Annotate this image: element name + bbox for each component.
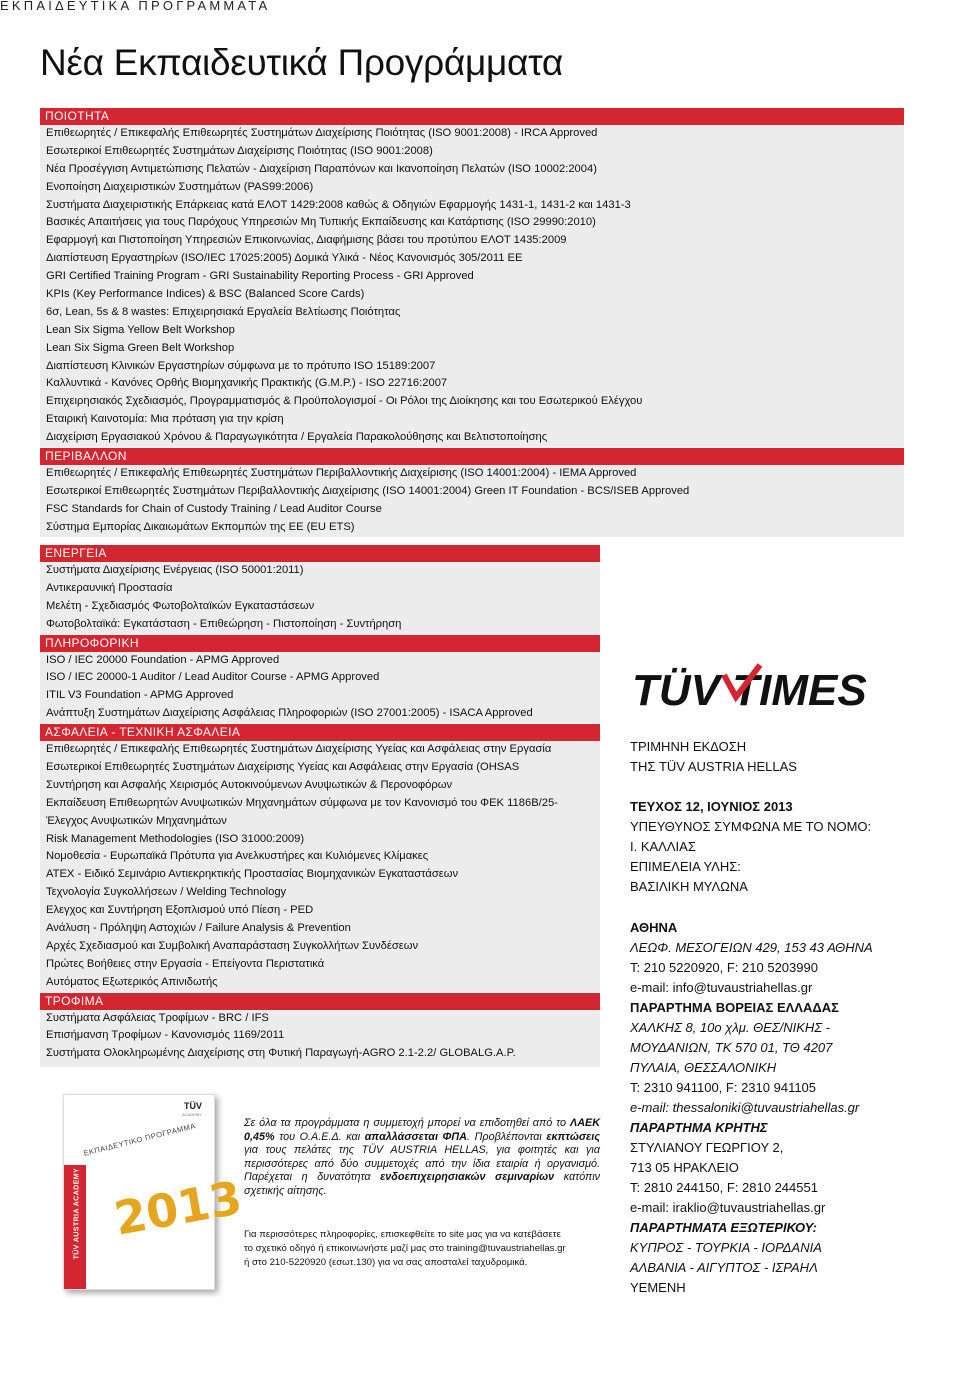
publication-info bbox=[630, 737, 930, 897]
program-item: Αυτόματος Εξωτερικός Απινιδωτής bbox=[46, 975, 218, 988]
contact-note bbox=[244, 1228, 600, 1269]
program-item: Συστήματα Ολοκληρωμένης Διαχείρισης στη Φυτική Παραγωγή-AGRO 2.1-2.2/ GLOBALG.A.P. bbox=[46, 1047, 516, 1060]
brochure-logo-sub: ACADEMY bbox=[182, 1112, 202, 1117]
program-item: Ελεγχος και Συντήρηση Εξοπλισμού υπό Πίεση - PED bbox=[46, 904, 314, 917]
brochure-stripe-text: TÜV AUSTRIA ACADEMY bbox=[71, 1167, 81, 1260]
program-list bbox=[40, 652, 600, 724]
tuv-times-logo bbox=[632, 663, 892, 715]
athens-address: ΛΕΩΦ. ΜΕΣΟΓΕΙΩΝ 429, 153 43 ΑΘΗΝΑ bbox=[630, 940, 873, 955]
section-header: ΠΟΙΟΤΗΤΑ bbox=[40, 108, 904, 125]
athens-phone: Τ: 210 5220920, F: 210 5203990 bbox=[630, 960, 818, 975]
issue-number: ΤΕΥΧΟΣ 12, ΙΟΥΝΙΟΣ 2013 bbox=[630, 799, 793, 814]
section-header: ΕΝΕΡΓΕΙΑ bbox=[40, 545, 600, 562]
program-list bbox=[40, 465, 904, 537]
crete-address-2: 713 05 ΗΡΑΚΛΕΙΟ bbox=[630, 1160, 739, 1175]
section-header: ΠΛΗΡΟΦΟΡΙΚΗ bbox=[40, 634, 600, 652]
program-item: Επιθεωρητές / Επικεφαλής Επιθεωρητές Συστημάτων Διαχείρισης Ποιότητας (ISO 9001:2008) - IRCA Approved bbox=[46, 127, 598, 139]
abroad-countries-2: ΑΛΒΑΝΙΑ - ΑΙΓΥΠΤΟΣ - ΙΣΡΑΗΛ bbox=[630, 1260, 818, 1275]
program-item: ISO / IEC 20000-1 Auditor / Lead Auditor Course - APMG Approved bbox=[46, 671, 380, 684]
program-item: Συστήματα Διαχείρισης Ενέργειας (ISO 50001:2011) bbox=[46, 564, 304, 576]
program-item: Πρώτες Βοήθειες στην Εργασία - Επείγοντα Περιστατικά bbox=[46, 957, 325, 970]
section-header: ΑΣΦΑΛΕΙΑ - ΤΕΧΝΙΚΗ ΑΣΦΑΛΕΙΑ bbox=[40, 723, 600, 741]
program-item: Εταιρική Καινοτομία: Μια πρόταση για την κρίση bbox=[46, 413, 284, 426]
athens-heading: ΑΘΗΝΑ bbox=[630, 920, 678, 935]
program-item: Διαπίστευση Κλινικών Εργαστηρίων σύμφωνα με το πρότυπο ISO 15189:2007 bbox=[46, 359, 436, 372]
info-bold-2: απαλλάσσεται ΦΠΑ bbox=[364, 1130, 467, 1143]
editor-name: ΒΑΣΙΛΙΚΗ ΜΥΛΩΝΑ bbox=[630, 879, 748, 894]
program-item: Lean Six Sigma Yellow Belt Workshop bbox=[46, 323, 235, 336]
program-item: Διαχείριση Εργασιακού Χρόνου & Παραγωγικότητα / Εργαλεία Παρακολούθησης και Βελτιστοποίησης bbox=[46, 431, 548, 444]
program-list bbox=[40, 1010, 600, 1064]
program-item: ITIL V3 Foundation - APMG Approved bbox=[46, 689, 234, 702]
program-item: KPIs (Key Performance Indices) & BSC (Balanced Score Cards) bbox=[46, 288, 365, 301]
program-item: Ενοποίηση Διαχειριστικών Συστημάτων (PAS99:2006) bbox=[46, 180, 314, 193]
program-item: Βασικές Απαιτήσεις για τους Παρόχους Υπηρεσιών Μη Τυπικής Εκπαίδευσης και Κατάρτισης (ISO 29990:2010) bbox=[46, 216, 596, 229]
program-item: Επιθεωρητές / Επικεφαλής Επιθεωρητές Συστημάτων Περιβαλλοντικής Διαχείρισης (ISO 14001:2004) - IEMA Approved bbox=[46, 467, 637, 480]
subsidy-info bbox=[244, 1117, 600, 1199]
responsible-name: Ι. ΚΑΛΛΙΑΣ bbox=[630, 839, 696, 854]
brochure-title: ΕΚΠΑΙΔΕΥΤΙΚΟ ΠΡΟΓΡΑΜΜΑ bbox=[82, 1121, 197, 1158]
abroad-heading: ΠΑΡΑΡΤΗΜΑΤΑ ΕΞΩΤΕΡΙΚΟΥ: bbox=[630, 1220, 817, 1235]
program-item: Συστήματα Διαχειριστικής Επάρκειας κατά ΕΛΟΤ 1429:2008 καθώς & Οδηγιών Εφαρμογής 1431-1, 1431-2 και 1431-3 bbox=[46, 198, 631, 211]
thessaloniki-address-2: ΜΟΥΔΑΝΙΩΝ, ΤΚ 570 01, ΤΘ 4207 bbox=[630, 1040, 833, 1055]
programs-panel-bottom bbox=[40, 545, 600, 1067]
program-item: ATEX - Ειδικό Σεμινάριο Αντιεκρηκτικής Προστασίας Βιομηχανικών Εγκαταστάσεων bbox=[46, 868, 459, 881]
program-item: Εσωτερικοί Επιθεωρητές Συστημάτων Περιβαλλοντικής Διαχείρισης (ISO 14001:2004) Green IT Foundation - BCS/ISEB Approved bbox=[46, 484, 690, 497]
program-item: Νομοθεσία - Ευρωπαϊκά Πρότυπα για Ανελκυστήρες και Κυλιόμενες Κλίμακες bbox=[46, 850, 429, 863]
brochure-year: 2013 bbox=[110, 1170, 246, 1246]
thessaloniki-phone: Τ: 2310 941100, F: 2310 941105 bbox=[630, 1080, 817, 1095]
program-list bbox=[40, 562, 600, 634]
quarterly-edition: ΤΡΙΜΗΝΗ ΕΚΔΟΣΗ bbox=[630, 739, 747, 754]
crete-email[interactable]: e-mail: iraklio@tuvaustriahellas.gr bbox=[630, 1200, 826, 1215]
program-item: Έλεγχος Ανυψωτικών Μηχανημάτων bbox=[46, 814, 227, 827]
contact-note-line: Για περισσότερες πληροφορίες, επισκεφθείτε το site μας για να κατεβάσετε bbox=[244, 1229, 561, 1240]
program-item: FSC Standards for Chain of Custody Training / Lead Auditor Course bbox=[46, 502, 382, 515]
program-item: Εφαρμογή και Πιστοποίηση Υπηρεσιών Επικοινωνίας, Διαφήμισης βάσει του προτύπου ΕΛΟΤ 1435:2009 bbox=[46, 234, 567, 247]
program-item: Risk Management Methodologies (ISO 31000:2009) bbox=[46, 832, 305, 845]
brochure-image bbox=[63, 1094, 246, 1290]
editor-label: ΕΠΙΜΕΛΕΙΑ ΥΛΗΣ: bbox=[630, 859, 741, 874]
program-item: GRI Certified Training Program - GRI Sustainability Reporting Process - GRI Approved bbox=[46, 270, 474, 283]
info-text-5: κατόπιν σχετικής αίτησης. bbox=[244, 1171, 601, 1197]
contact-note-line: ή στο 210-5220920 (εσωτ.130) για να σας αποσταλεί ταχυδρομικά. bbox=[244, 1256, 528, 1268]
program-item: Επιθεωρητές / Επικεφαλής Επιθεωρητές Συστημάτων Διαχείρισης Υγείας και Ασφάλειας στην Εργασία bbox=[46, 743, 552, 756]
program-item: Επιχειρησιακός Σχεδιασμός, Προγραμματισμός & Προϋπολογισμοί - Οι Ρόλοι της Διοίκησης και του Εσωτερικού Ελέγχου bbox=[46, 395, 643, 408]
program-item: Σύστημα Εμπορίας Δικαιωμάτων Εκπομπών της ΕΕ (EU ETS) bbox=[46, 520, 355, 533]
program-item: Ανάλυση - Πρόληψη Αστοχιών / Failure Analysis & Prevention bbox=[46, 922, 351, 935]
header-label: ΕΚΠΑΙΔΕΥΤΙΚΑ ΠΡΟΓΡΑΜΜΑΤΑ bbox=[0, 0, 271, 13]
crete-phone: Τ: 2810 244150, F: 2810 244551 bbox=[630, 1180, 818, 1195]
brochure-logo: TÜV bbox=[184, 1101, 202, 1111]
program-list bbox=[40, 741, 600, 991]
thessaloniki-address-3: ΠΥΛΑΙΑ, ΘΕΣΣΑΛΟΝΙΚΗ bbox=[630, 1060, 777, 1075]
program-item: Lean Six Sigma Green Belt Workshop bbox=[46, 341, 235, 354]
thessaloniki-email[interactable]: e-mail: thessaloniki@tuvaustriahellas.gr bbox=[630, 1100, 860, 1115]
program-item: Νέα Προσέγγιση Αντιμετώπισης Πελατών - Διαχείριση Παραπόνων και Ικανοποίηση Πελατών (ISO 10002:2004) bbox=[46, 162, 597, 175]
info-text-1: Σε όλα τα προγράμματα η συμμετοχή μπορεί να επιδοτηθεί από το bbox=[244, 1117, 570, 1129]
contact-note-line: το σχετικό οδηγό ή επικοινωνήστε μαζί μας στο training@tuvaustriahellas.gr bbox=[244, 1242, 566, 1254]
program-item: Συντήρηση και Ασφαλής Χειρισμός Αυτοκινούμενων Ανυψωτικών & Περονοφόρων bbox=[46, 778, 453, 791]
info-text-2: του Ο.Α.Ε.Δ. και bbox=[274, 1130, 365, 1143]
publisher: ΤΗΣ TÜV AUSTRIA HELLAS bbox=[630, 759, 797, 774]
page-title: Νέα Εκπαιδευτικά Προγράμματα bbox=[40, 42, 563, 83]
program-item: Συστήματα Ασφάλειας Τροφίμων - BRC / IFS bbox=[46, 1011, 269, 1024]
thessaloniki-address-1: ΧΑΛΚΗΣ 8, 10ο χλμ. ΘΕΣ/ΝΙΚΗΣ - bbox=[630, 1020, 831, 1035]
program-item: Επισήμανση Τροφίμων - Κανονισμός 1169/2011 bbox=[46, 1029, 285, 1042]
tuv-times-logo-text: TÜV TIMES bbox=[632, 666, 867, 715]
program-item: Αντικεραυνική Προστασία bbox=[46, 581, 173, 594]
abroad-countries-3: ΥΕΜΕΝΗ bbox=[630, 1280, 686, 1295]
crete-heading: ΠΑΡΑΡΤΗΜΑ ΚΡΗΤΗΣ bbox=[630, 1120, 768, 1135]
info-bold-3: εκπτώσεις bbox=[546, 1130, 600, 1143]
program-item: Φωτοβολταϊκά: Εγκατάσταση - Επιθεώρηση - Πιστοποίηση - Συντήρηση bbox=[46, 617, 402, 630]
program-list bbox=[40, 125, 904, 447]
program-item: Μελέτη - Σχεδιασμός Φωτοβολταϊκών Εγκαταστάσεων bbox=[46, 599, 315, 612]
program-item: Διαπίστευση Εργαστηρίων (ISO/IEC 17025:2005) Δομικά Υλικά - Νέος Κανονισμός 305/2011 ΕΕ bbox=[46, 252, 523, 265]
program-item: Καλλυντικά - Κανόνες Ορθής Βιομηχανικής Πρακτικής (G.M.P.) - ISO 22716:2007 bbox=[46, 377, 448, 390]
info-bold-1: ΛΑΕΚ 0,45% bbox=[244, 1117, 600, 1143]
section-header: ΠΕΡΙΒΑΛΛΟΝ bbox=[40, 447, 904, 465]
program-item: Ανάπτυξη Συστημάτων Διαχείρισης Ασφάλειας Πληροφοριών (ISO 27001:2005) - ISACA Approved bbox=[46, 707, 533, 720]
program-item: 6σ, Lean, 5s & 8 wastes: Επιχειρησιακά Εργαλεία Βελτίωσης Ποιότητας bbox=[46, 305, 401, 318]
program-item: Εκπαίδευση Επιθεωρητών Ανυψωτικών Μηχανημάτων σύμφωνα με τον Κανονισμό του ΦΕΚ 1186Β/25- bbox=[46, 796, 558, 809]
program-item: Τεχνολογία Συγκολλήσεων / Welding Technology bbox=[46, 886, 287, 899]
section-header: ΤΡΟΦΙΜΑ bbox=[40, 992, 600, 1010]
program-item: Εσωτερικοί Επιθεωρητές Συστημάτων Διαχείρισης Υγείας και Ασφάλειας στην Εργασία (OHSAS bbox=[46, 761, 520, 774]
program-item: ISO / IEC 20000 Foundation - APMG Approved bbox=[46, 653, 280, 666]
program-item: Αρχές Σχεδιασμού και Συμβολική Αναπαράσταση Συγκολλήτων Συνδέσεων bbox=[46, 939, 419, 952]
programs-panel-top bbox=[40, 108, 904, 537]
info-text-3: . Προβλέπονται bbox=[466, 1130, 547, 1143]
crete-address-1: ΣΤΥΛΙΑΝΟΥ ΓΕΩΡΓΙΟΥ 2, bbox=[630, 1140, 784, 1155]
program-item: Εσωτερικοί Επιθεωρητές Συστημάτων Διαχείρισης Ποιότητας (ISO 9001:2008) bbox=[46, 144, 433, 157]
athens-email[interactable]: e-mail: info@tuvaustriahellas.gr bbox=[630, 980, 813, 995]
info-bold-4: ενδοεπιχειρησιακών σεμιναρίων bbox=[380, 1171, 555, 1184]
addresses bbox=[630, 918, 930, 1298]
thessaloniki-heading: ΠΑΡΑΡΤΗΜΑ ΒΟΡΕΙΑΣ ΕΛΛΑΔΑΣ bbox=[630, 1000, 839, 1015]
abroad-countries-1: ΚΥΠΡΟΣ - ΤΟΥΡΚΙΑ - ΙΟΡΔΑΝΙΑ bbox=[630, 1240, 822, 1255]
info-text-4: για τους πελάτες της TÜV AUSTRIA HELLAS, για φοιτητές και για περισσότερες από δύο συμμετοχές από την ίδια εταιρία ή οργανισμό. Παρέχεται η δυνατότητα bbox=[244, 1144, 600, 1184]
responsible-label: ΥΠΕΥΘΥΝΟΣ ΣΥΜΦΩΝΑ ΜΕ ΤΟ ΝΟΜΟ: bbox=[630, 819, 872, 834]
